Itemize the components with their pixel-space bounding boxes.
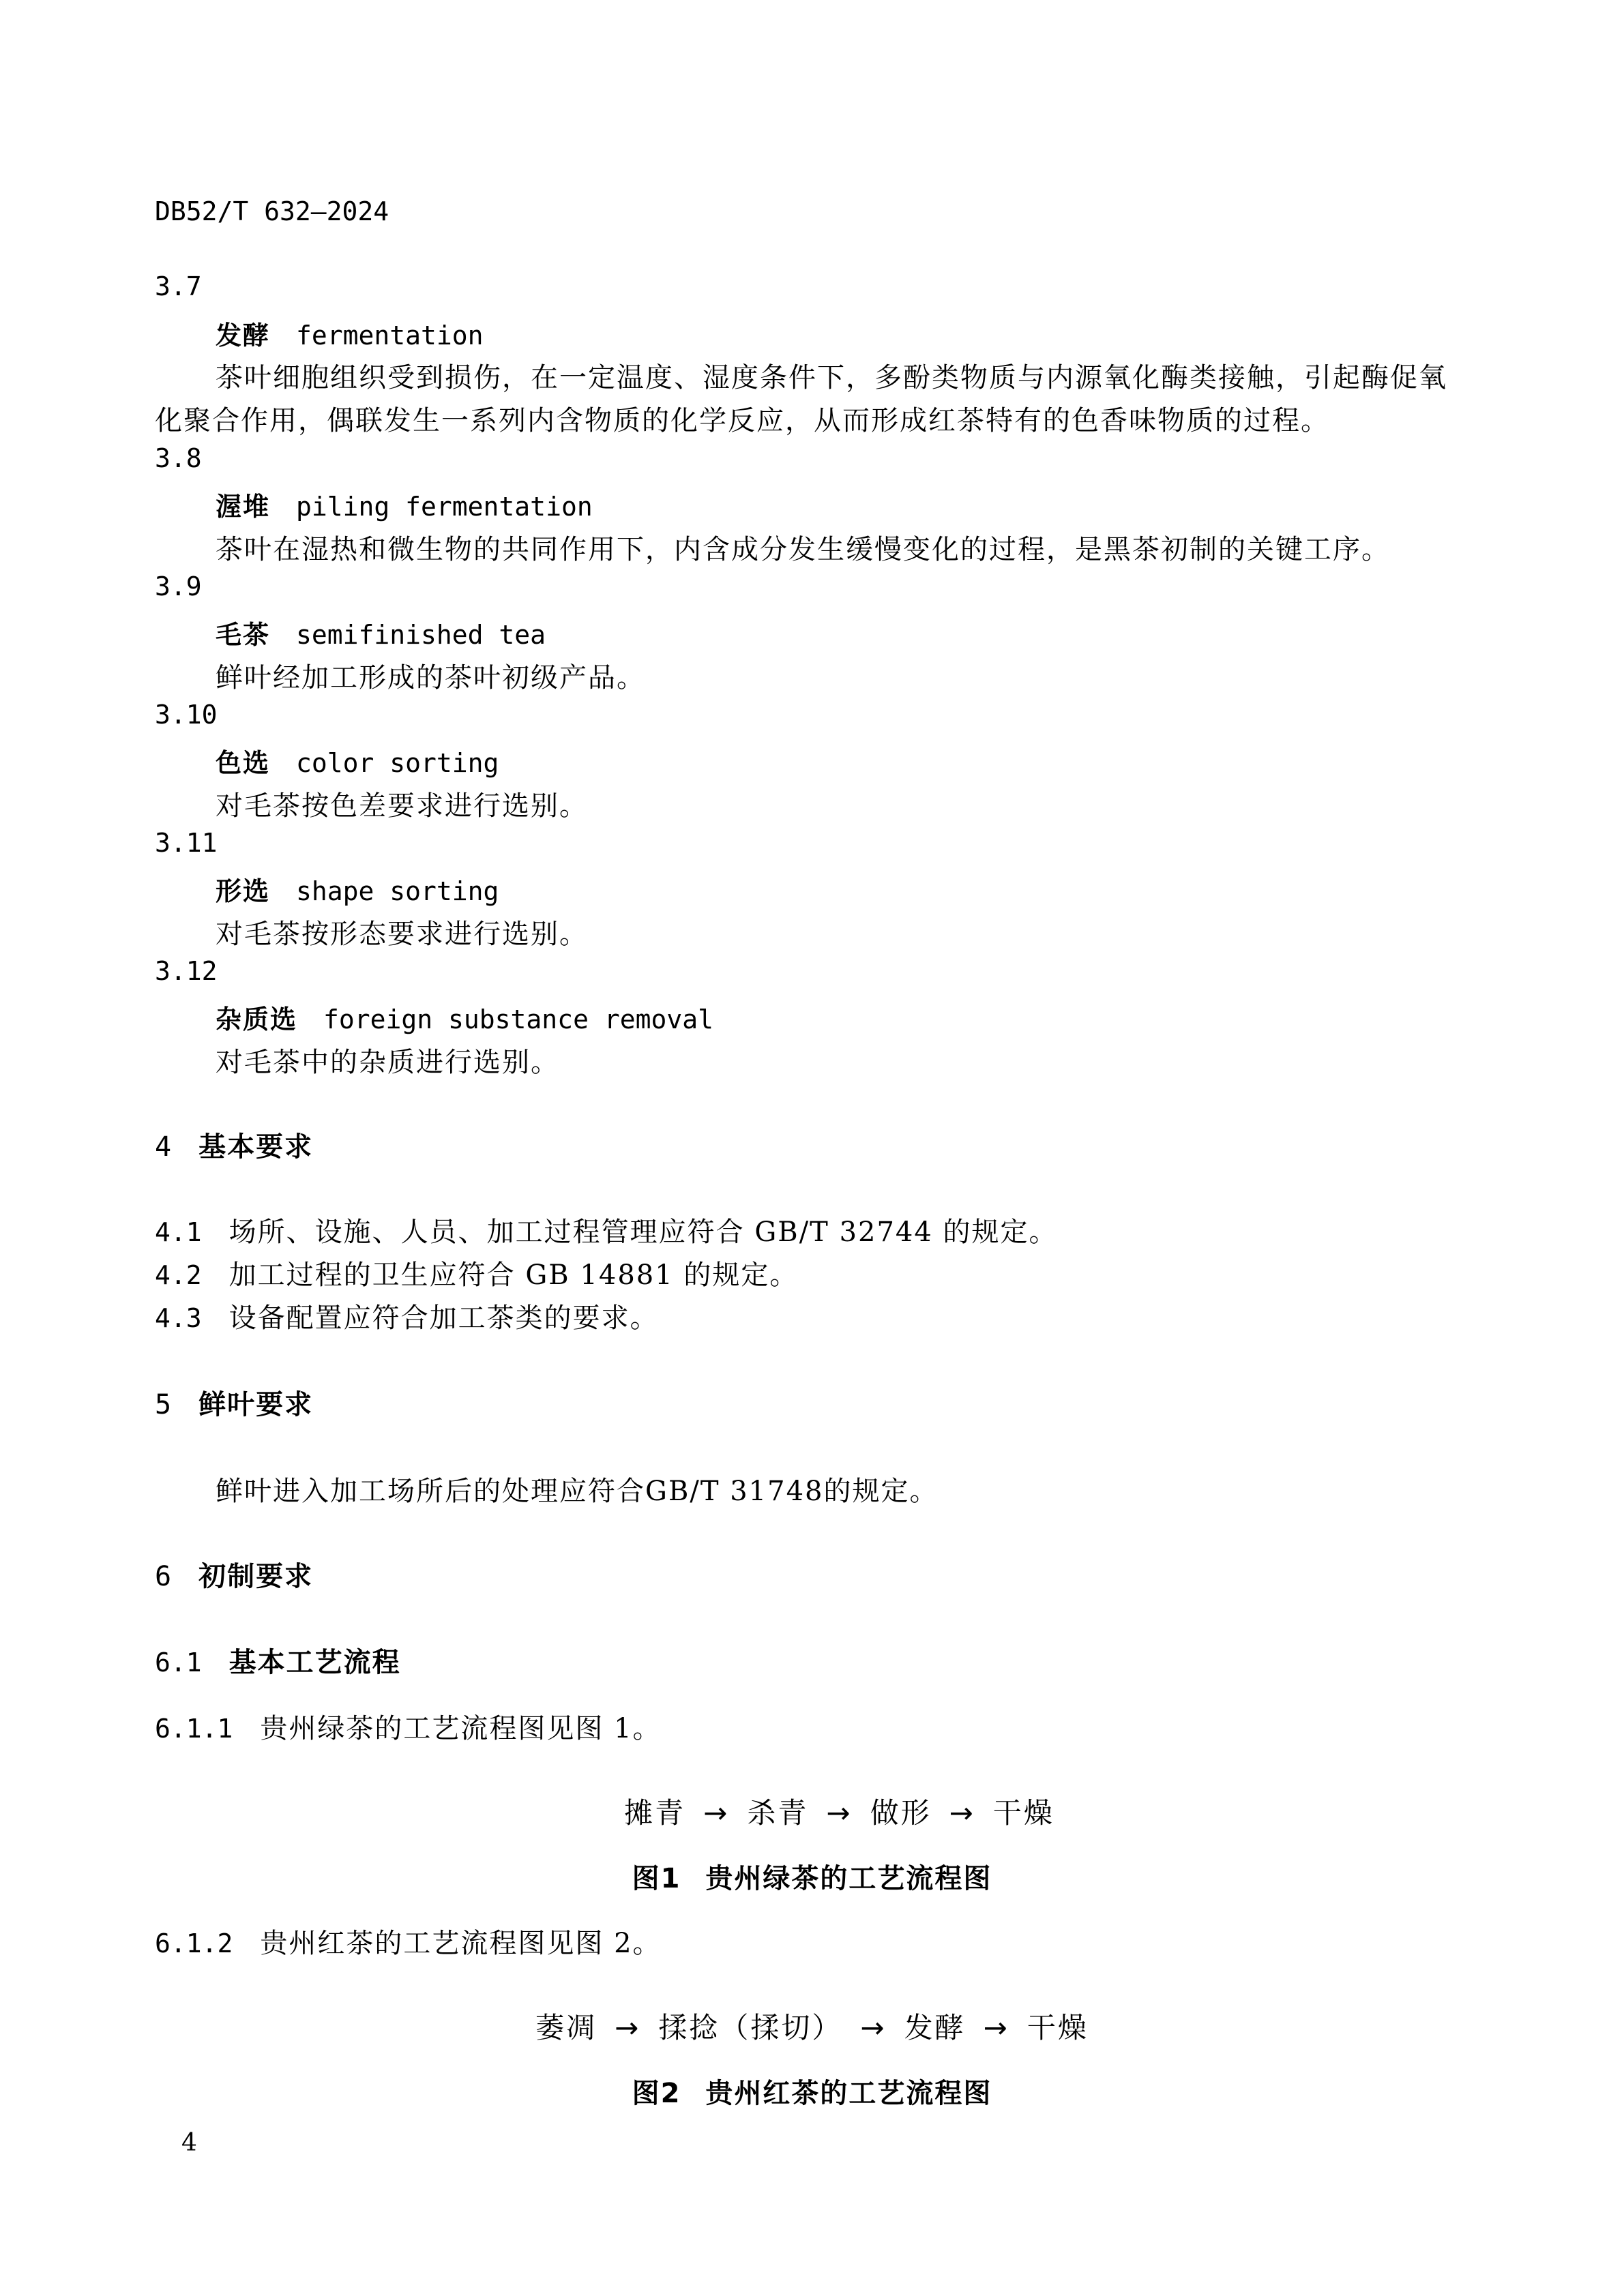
- clause: [155, 1922, 662, 1960]
- figure-label: 图1: [632, 1863, 681, 1894]
- clause: [155, 1210, 1058, 1249]
- clause-number: 6.1.1: [155, 1714, 233, 1744]
- term-definition-line: 茶叶细胞组织受到损伤，在一定温度、湿度条件下，多酚类物质与内源氧化酶类接触，引起酶促氧: [216, 362, 1447, 393]
- arrow-right-icon: →: [703, 1796, 730, 1830]
- term-definition-line: 对毛茶按色差要求进行选别。: [216, 790, 588, 822]
- clause-text: 场所、设施、人员、加工过程管理应符合 GB/T 32744 的规定。: [228, 1217, 1058, 1248]
- arrow-right-icon: →: [983, 2011, 1009, 2044]
- clause-number: 4.1: [155, 1217, 202, 1247]
- term-definition-line: 鲜叶经加工形成的茶叶初级产品。: [216, 662, 645, 694]
- term-definition-line: 对毛茶按形态要求进行选别。: [216, 919, 588, 950]
- term-definition-line: 化聚合作用，偶联发生一系列内含物质的化学反应，从而形成红茶特有的色香味物质的过程。: [155, 405, 1329, 436]
- clause-number: 6.1: [155, 1648, 202, 1678]
- arrow-right-icon: →: [949, 1796, 975, 1830]
- term-zh: 形选: [216, 876, 271, 906]
- arrow-right-icon: →: [615, 2011, 641, 2044]
- flow-step: 干燥: [992, 1796, 1054, 1830]
- figure-title: 贵州红茶的工艺流程图: [705, 2078, 992, 2109]
- term-number: 3.8: [155, 443, 202, 473]
- section-heading: [155, 1383, 313, 1422]
- figure-label: 图2: [632, 2078, 681, 2109]
- flow-step: 摊青: [624, 1796, 686, 1830]
- term-en: color sorting: [296, 748, 499, 778]
- term-en: fermentation: [296, 320, 484, 351]
- section-title: 鲜叶要求: [198, 1389, 314, 1420]
- term-zh: 毛茶: [216, 620, 271, 650]
- term-heading: [216, 870, 499, 908]
- term-en: foreign substance removal: [323, 1004, 713, 1034]
- term-definition-line: 茶叶在湿热和微生物的共同作用下，内含成分发生缓慢变化的过程，是黑茶初制的关键工序。: [216, 534, 1390, 565]
- subsection-title: 基本工艺流程: [228, 1647, 401, 1678]
- clause: [155, 1707, 662, 1746]
- section-number: 5: [155, 1389, 172, 1420]
- subsection-heading: [155, 1641, 401, 1680]
- arrow-right-icon: →: [826, 1796, 853, 1830]
- flow-diagram-black-tea: [0, 2006, 1624, 2046]
- term-zh: 杂质选: [216, 1004, 298, 1034]
- term-number: 3.11: [155, 828, 218, 858]
- figure-caption: [0, 1857, 1624, 1896]
- clause-text: 贵州红茶的工艺流程图见图 2。: [260, 1928, 662, 1959]
- term-en: piling fermentation: [296, 492, 593, 522]
- flow-step: 杀青: [747, 1796, 809, 1830]
- term-definition-line: 对毛茶中的杂质进行选别。: [216, 1047, 559, 1078]
- term-heading: [216, 486, 593, 523]
- term-en: shape sorting: [296, 876, 499, 906]
- term-zh: 色选: [216, 748, 271, 778]
- clause-text: 贵州绿茶的工艺流程图见图 1。: [260, 1713, 662, 1744]
- flow-step: 发酵: [904, 2011, 966, 2044]
- flow-diagram-green-tea: [0, 1791, 1624, 1832]
- clause: [155, 1253, 798, 1292]
- term-heading: [216, 314, 484, 352]
- clause-text: 加工过程的卫生应符合 GB 14881 的规定。: [228, 1259, 799, 1291]
- arrow-right-icon: →: [860, 2011, 887, 2044]
- flow-step: 揉捻（揉切）: [658, 2011, 843, 2044]
- clause-number: 4.2: [155, 1260, 202, 1290]
- term-heading: [216, 742, 499, 779]
- section-text: 鲜叶进入加工场所后的处理应符合GB/T 31748的规定。: [216, 1476, 939, 1507]
- flow-step: 萎凋: [535, 2011, 597, 2044]
- document-id: DB52/T 632—2024: [155, 196, 389, 226]
- section-number: 4: [155, 1131, 172, 1163]
- flow-step: 做形: [870, 1796, 932, 1830]
- clause: [155, 1296, 659, 1335]
- term-number: 3.10: [155, 700, 218, 730]
- figure-caption: [0, 2072, 1624, 2111]
- term-heading: [216, 998, 713, 1036]
- term-zh: 发酵: [216, 320, 271, 351]
- term-en: semifinished tea: [296, 620, 546, 650]
- term-heading: [216, 614, 546, 651]
- page-number: 4: [181, 2129, 197, 2157]
- section-heading: [155, 1125, 313, 1164]
- section-heading: [155, 1555, 313, 1594]
- term-number: 3.12: [155, 956, 218, 986]
- section-number: 6: [155, 1561, 172, 1592]
- section-title: 基本要求: [198, 1131, 314, 1163]
- clause-number: 4.3: [155, 1303, 202, 1333]
- flow-step: 干燥: [1027, 2011, 1089, 2044]
- term-number: 3.9: [155, 571, 202, 601]
- figure-title: 贵州绿茶的工艺流程图: [705, 1863, 992, 1894]
- term-number: 3.7: [155, 271, 202, 301]
- clause-text: 设备配置应符合加工茶类的要求。: [228, 1302, 659, 1334]
- clause-number: 6.1.2: [155, 1928, 233, 1958]
- term-zh: 渥堆: [216, 492, 271, 522]
- section-title: 初制要求: [198, 1561, 314, 1592]
